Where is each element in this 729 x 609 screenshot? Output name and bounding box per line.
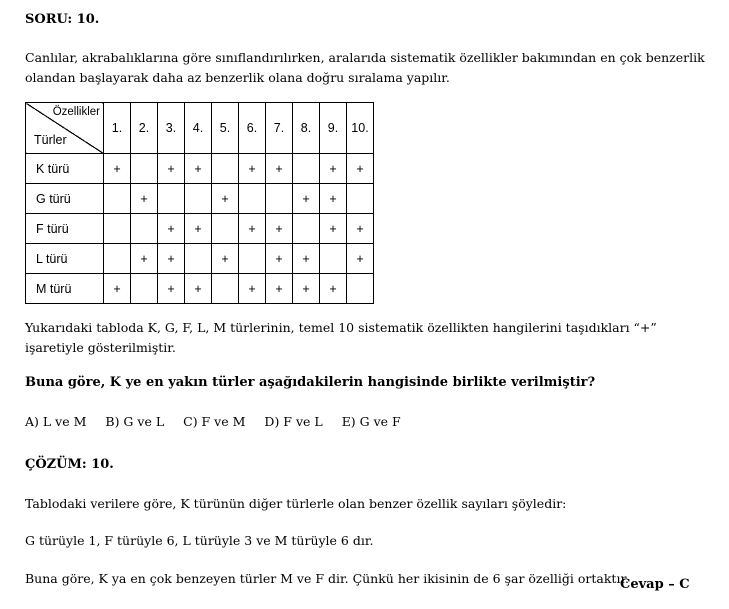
table-cell: + xyxy=(320,184,347,214)
table-row xyxy=(26,274,374,304)
column-header: 6. xyxy=(239,103,266,154)
table-cell: + xyxy=(347,154,374,184)
column-header: 1. xyxy=(104,103,131,154)
table-row xyxy=(26,154,374,184)
option-a[interactable]: A) L ve M xyxy=(25,414,87,429)
solution-line-3: Buna göre, K ya en çok benzeyen türler M ve F dir. Çünkü her ikisinin de 6 şar özelliği ortaktır. xyxy=(25,571,630,586)
table-header-row xyxy=(26,103,374,154)
option-c[interactable]: C) F ve M xyxy=(183,414,246,429)
table-cell xyxy=(104,244,131,274)
table-explanation: Yukarıdaki tabloda K, G, F, L, M türlerinin, temel 10 sistematik özellikten hangilerini taşıdıkları “+” işaretiyle gösterilmiştir. xyxy=(25,320,657,355)
table-cell xyxy=(212,214,239,244)
column-header: 5. xyxy=(212,103,239,154)
table-cell: + xyxy=(158,154,185,184)
table-cell: + xyxy=(158,274,185,304)
table-row xyxy=(26,244,374,274)
column-header: 3. xyxy=(158,103,185,154)
table-cell: + xyxy=(266,244,293,274)
table-cell xyxy=(293,154,320,184)
table-cell xyxy=(104,184,131,214)
solution-line-2: G türüyle 1, F türüyle 6, L türüyle 3 ve M türüyle 6 dır. xyxy=(25,533,374,548)
column-header: 9. xyxy=(320,103,347,154)
table-row xyxy=(26,184,374,214)
table-cell xyxy=(185,244,212,274)
table-cell: + xyxy=(104,154,131,184)
table-cell: + xyxy=(239,214,266,244)
question-title: SORU: 10. xyxy=(25,12,100,27)
table-row xyxy=(26,214,374,244)
column-header: 10. xyxy=(347,103,374,154)
table-cell xyxy=(320,244,347,274)
species-features-table xyxy=(25,102,374,304)
table-cell xyxy=(347,274,374,304)
corner-species-label: Türler xyxy=(34,133,67,147)
column-header: 8. xyxy=(293,103,320,154)
table-cell: + xyxy=(185,154,212,184)
table-cell xyxy=(131,274,158,304)
option-e[interactable]: E) G ve F xyxy=(341,414,401,429)
table-cell xyxy=(158,184,185,214)
solution-line-1: Tablodaki verilere göre, K türünün diğer türlerle olan benzer özellik sayıları şöyledir: xyxy=(25,496,567,511)
table-cell: + xyxy=(320,154,347,184)
question-intro: Canlılar, akrabalıklarına göre sınıflandırılırken, aralarıda sistematik özellikler bakımından en çok benzerlik olandan başlayarak daha az benzerlik olana doğru sıralama yapılır. xyxy=(25,50,705,85)
table-cell xyxy=(347,184,374,214)
table-cell: + xyxy=(293,274,320,304)
table-cell xyxy=(212,154,239,184)
table-cell: + xyxy=(293,184,320,214)
column-header: 7. xyxy=(266,103,293,154)
table-cell xyxy=(212,274,239,304)
table-corner-cell xyxy=(26,103,104,154)
table-cell xyxy=(104,214,131,244)
table-cell: + xyxy=(158,244,185,274)
solution-title: ÇÖZÜM: 10. xyxy=(25,457,114,472)
table-cell: + xyxy=(131,184,158,214)
column-header: 4. xyxy=(185,103,212,154)
table-cell: + xyxy=(212,244,239,274)
table-cell xyxy=(266,184,293,214)
row-label: M türü xyxy=(26,274,104,304)
table-cell: + xyxy=(320,274,347,304)
table-cell: + xyxy=(104,274,131,304)
table-cell: + xyxy=(185,214,212,244)
table-cell xyxy=(131,154,158,184)
table-cell: + xyxy=(266,214,293,244)
answer-options xyxy=(25,412,420,432)
table-cell xyxy=(239,184,266,214)
table-cell: + xyxy=(239,154,266,184)
table-cell: + xyxy=(158,214,185,244)
row-label: F türü xyxy=(26,214,104,244)
row-label: L türü xyxy=(26,244,104,274)
table-cell: + xyxy=(293,244,320,274)
table-cell: + xyxy=(131,244,158,274)
table-cell xyxy=(131,214,158,244)
column-header: 2. xyxy=(131,103,158,154)
table-cell: + xyxy=(320,214,347,244)
table-cell: + xyxy=(239,274,266,304)
corner-features-label: Özellikler xyxy=(52,106,100,118)
table-cell: + xyxy=(266,274,293,304)
row-label: G türü xyxy=(26,184,104,214)
table-cell: + xyxy=(185,274,212,304)
table-cell xyxy=(185,184,212,214)
question-prompt: Buna göre, K ye en yakın türler aşağıdakilerin hangisinde birlikte verilmiştir? xyxy=(25,375,596,390)
table-cell xyxy=(239,244,266,274)
option-b[interactable]: B) G ve L xyxy=(105,414,165,429)
table-cell: + xyxy=(212,184,239,214)
option-d[interactable]: D) F ve L xyxy=(264,414,323,429)
table-cell: + xyxy=(347,214,374,244)
row-label: K türü xyxy=(26,154,104,184)
table-cell xyxy=(293,214,320,244)
table-cell: + xyxy=(347,244,374,274)
answer-label: Cevap – C xyxy=(620,577,690,592)
table-body xyxy=(26,154,374,304)
table-cell: + xyxy=(266,154,293,184)
